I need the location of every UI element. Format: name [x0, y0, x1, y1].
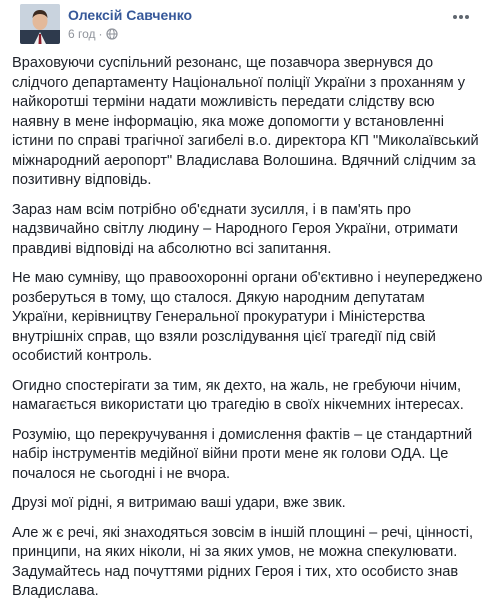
post-paragraph: Не маю сумніву, що правоохоронні органи об'єктивно і неупереджено розберуться в тому, що сталося. Дякую народним депутатам України, керівництву Генеральної прокуратури і Міністерства внутрішніх справ, що взяли розслідування цієї трагедії під свій особистий контроль.	[12, 270, 483, 364]
post-paragraph: Але ж є речі, які знаходяться зовсім в іншій площині – речі, цінності, принципи, на яких ніколи, ні за яких умов, не можна спекулювати. Задумайтесь над почуттями рідних Героя і тих, хто особисто знав Владислава.	[12, 524, 474, 599]
author-block	[68, 6, 192, 42]
post-paragraph: Огидно спостерігати за тим, як дехто, на жаль, не гребуючи нічим, намагається використати цю трагедію в своїх нікчемних інтересах.	[12, 377, 464, 413]
post-meta	[68, 26, 192, 42]
more-horizontal-icon[interactable]	[451, 10, 471, 24]
post-paragraph: Розумію, що перекручування і домислення фактів – це стандартний набір інструментів медійної війни проти мене як голови ОДА. Це почалося не сьогодні і не вчора.	[12, 426, 473, 482]
post-header	[10, 0, 483, 52]
author-name-link[interactable]: Олексій Савченко	[68, 7, 193, 23]
avatar-image	[20, 4, 60, 44]
post-paragraph: Друзі мої рідні, я витримаю ваші удари, вже звик.	[12, 495, 346, 511]
post-timestamp[interactable]: 6 год	[68, 27, 96, 41]
globe-icon[interactable]	[106, 28, 118, 40]
post-paragraph: Враховуючи суспільний резонанс, ще позавчора звернувся до слідчого департаменту Національної поліції України з проханням у найкоротші терміни надати можливість передати слідству всю наявну в мене інформацію, яка може допомогти у встановленні істини по справі трагічної загибелі в.о. директора КП "Миколаївський міжнародний аеропорт" Владислава Волошина. Вдячний слідчим за позитивну відповідь.	[12, 55, 479, 188]
author-avatar[interactable]	[20, 4, 60, 44]
post-body	[10, 52, 483, 602]
meta-separator: ·	[98, 27, 103, 41]
post-paragraph: Зараз нам всім потрібно об'єднати зусилля, і в пам'ять про надзвичайно світлу людину – Народного Героя України, отримати правдиві відповіді на абсолютно всі запитання.	[12, 201, 458, 257]
